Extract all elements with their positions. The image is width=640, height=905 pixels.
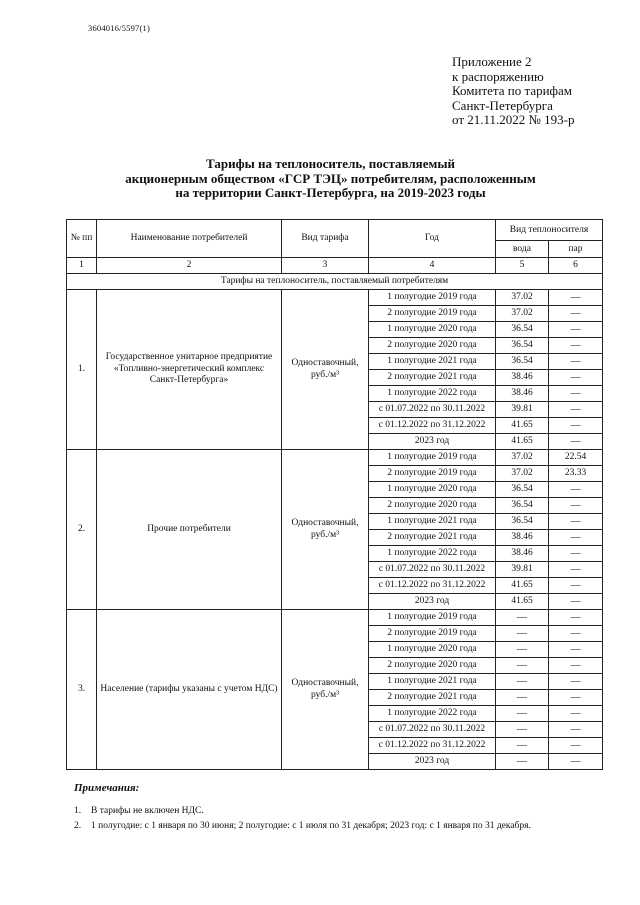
appendix-line: Санкт-Петербурга — [452, 97, 553, 113]
period-cell: с 01.07.2022 по 30.11.2022 — [369, 562, 496, 578]
water-value: 39.81 — [496, 402, 549, 418]
water-value: 36.54 — [496, 514, 549, 530]
period-cell: 2 полугодие 2020 года — [369, 338, 496, 354]
water-value: 41.65 — [496, 434, 549, 450]
steam-value: — — [549, 706, 603, 722]
period-cell: 1 полугодие 2020 года — [369, 322, 496, 338]
water-value: — — [496, 610, 549, 626]
steam-value: — — [549, 530, 603, 546]
water-value: 38.46 — [496, 386, 549, 402]
steam-value: — — [549, 578, 603, 594]
period-cell: 2023 год — [369, 594, 496, 610]
steam-value: 23.33 — [549, 466, 603, 482]
steam-value: — — [549, 338, 603, 354]
note-item — [74, 806, 204, 816]
note-item — [74, 821, 531, 831]
steam-value: — — [549, 626, 603, 642]
period-cell: с 01.12.2022 по 31.12.2022 — [369, 418, 496, 434]
period-cell: 2 полугодие 2019 года — [369, 306, 496, 322]
period-cell: 1 полугодие 2022 года — [369, 386, 496, 402]
period-cell: 1 полугодие 2020 года — [369, 642, 496, 658]
column-number: 1 — [67, 258, 97, 274]
column-number: 2 — [97, 258, 282, 274]
steam-value: — — [549, 594, 603, 610]
period-cell: 2 полугодие 2020 года — [369, 498, 496, 514]
period-cell: 1 полугодие 2021 года — [369, 354, 496, 370]
appendix-line: от 21.11.2022 № 193-р — [452, 112, 575, 127]
period-cell: 1 полугодие 2022 года — [369, 706, 496, 722]
steam-value: — — [549, 498, 603, 514]
header-carrier-type: Вид теплоносителя — [496, 220, 603, 241]
steam-value: — — [549, 722, 603, 738]
water-value: — — [496, 706, 549, 722]
period-cell: 2 полугодие 2021 года — [369, 530, 496, 546]
water-value: 41.65 — [496, 418, 549, 434]
water-value: — — [496, 738, 549, 754]
column-number: 6 — [549, 258, 603, 274]
water-value: — — [496, 626, 549, 642]
water-value: 37.02 — [496, 290, 549, 306]
tariff-type: Одноставочный, руб./м³ — [282, 290, 369, 450]
header-consumer: Наименование потребителей — [97, 220, 282, 258]
period-cell: 2023 год — [369, 434, 496, 450]
period-cell: с 01.12.2022 по 31.12.2022 — [369, 578, 496, 594]
consumer-name: Население (тарифы указаны с учетом НДС) — [97, 610, 282, 770]
header-water: вода — [496, 241, 549, 258]
period-cell: 1 полугодие 2021 года — [369, 514, 496, 530]
period-cell: с 01.07.2022 по 30.11.2022 — [369, 722, 496, 738]
tariff-type: Одноставочный, руб./м³ — [282, 450, 369, 610]
water-value: — — [496, 754, 549, 770]
water-value: 41.65 — [496, 578, 549, 594]
period-cell: 2 полугодие 2019 года — [369, 626, 496, 642]
period-cell: 1 полугодие 2019 года — [369, 450, 496, 466]
steam-value: — — [549, 514, 603, 530]
steam-value: — — [549, 690, 603, 706]
steam-value: — — [549, 562, 603, 578]
title-line: Тарифы на теплоноситель, поставляемый — [206, 156, 455, 171]
table-row — [67, 610, 603, 626]
table-row — [67, 450, 603, 466]
steam-value: — — [549, 546, 603, 562]
steam-value: — — [549, 290, 603, 306]
water-value: — — [496, 690, 549, 706]
group-number: 1. — [67, 290, 97, 450]
steam-value: — — [549, 674, 603, 690]
period-cell: 1 полугодие 2019 года — [369, 290, 496, 306]
period-cell: 2 полугодие 2021 года — [369, 690, 496, 706]
document-number: 3604016/5597(1) — [88, 23, 151, 33]
header-num: № пп — [67, 220, 97, 258]
note-number: 2. — [74, 821, 82, 831]
period-cell: 2023 год — [369, 754, 496, 770]
water-value: 36.54 — [496, 498, 549, 514]
period-cell: 1 полугодие 2021 года — [369, 674, 496, 690]
period-cell: 1 полугодие 2019 года — [369, 610, 496, 626]
steam-value: — — [549, 322, 603, 338]
steam-value: — — [549, 658, 603, 674]
header-steam: пар — [549, 241, 603, 258]
title-line: акционерным обществом «ГСР ТЭЦ» потребителям, расположенным — [125, 170, 536, 186]
note-text: В тарифы не включен НДС. — [91, 806, 204, 816]
group-number: 2. — [67, 450, 97, 610]
title-line: на территории Санкт-Петербурга, на 2019-2023 годы — [175, 185, 486, 201]
water-value: 36.54 — [496, 322, 549, 338]
water-value: — — [496, 642, 549, 658]
group-number: 3. — [67, 610, 97, 770]
steam-value: — — [549, 386, 603, 402]
water-value: 41.65 — [496, 594, 549, 610]
tariff-type: Одноставочный, руб./м³ — [282, 610, 369, 770]
appendix-line: Приложение 2 — [452, 54, 532, 69]
water-value: 39.81 — [496, 562, 549, 578]
water-value: 38.46 — [496, 546, 549, 562]
water-value: 37.02 — [496, 466, 549, 482]
header-tariff-type: Вид тарифа — [282, 220, 369, 258]
water-value: 38.46 — [496, 370, 549, 386]
appendix-line: к распоряжению — [452, 68, 544, 84]
note-number: 1. — [74, 806, 82, 816]
appendix-block — [452, 55, 575, 128]
water-value: — — [496, 722, 549, 738]
steam-value: — — [549, 354, 603, 370]
column-number: 4 — [369, 258, 496, 274]
steam-value: — — [549, 402, 603, 418]
period-cell: с 01.12.2022 по 31.12.2022 — [369, 738, 496, 754]
section-title: Тарифы на теплоноситель, поставляемый потребителям — [67, 274, 603, 290]
steam-value: — — [549, 418, 603, 434]
column-number: 3 — [282, 258, 369, 274]
period-cell: 2 полугодие 2021 года — [369, 370, 496, 386]
water-value: 36.54 — [496, 338, 549, 354]
period-cell: 1 полугодие 2020 года — [369, 482, 496, 498]
tariff-table — [66, 219, 603, 770]
water-value: — — [496, 674, 549, 690]
steam-value: — — [549, 754, 603, 770]
water-value: 37.02 — [496, 306, 549, 322]
steam-value: — — [549, 738, 603, 754]
table-row — [67, 290, 603, 306]
appendix-line: Комитета по тарифам — [452, 83, 572, 98]
note-text: 1 полугодие: с 1 января по 30 июня; 2 полугодие: с 1 июля по 31 декабря; 2023 год: с 1 января по 31 декабря. — [91, 821, 531, 831]
notes-title: Примечания: — [74, 782, 140, 794]
period-cell: 2 полугодие 2019 года — [369, 466, 496, 482]
water-value: 37.02 — [496, 450, 549, 466]
steam-value: — — [549, 306, 603, 322]
consumer-name: Государственное унитарное предприятие «Топливно-энергетический комплекс Санкт-Петербурга» — [97, 290, 282, 450]
period-cell: с 01.07.2022 по 30.11.2022 — [369, 402, 496, 418]
water-value: — — [496, 658, 549, 674]
header-year: Год — [369, 220, 496, 258]
steam-value: 22.54 — [549, 450, 603, 466]
steam-value: — — [549, 434, 603, 450]
period-cell: 2 полугодие 2020 года — [369, 658, 496, 674]
water-value: 38.46 — [496, 530, 549, 546]
steam-value: — — [549, 370, 603, 386]
period-cell: 1 полугодие 2022 года — [369, 546, 496, 562]
water-value: 36.54 — [496, 354, 549, 370]
document-title — [68, 157, 593, 201]
water-value: 36.54 — [496, 482, 549, 498]
column-number: 5 — [496, 258, 549, 274]
steam-value: — — [549, 610, 603, 626]
consumer-name: Прочие потребители — [97, 450, 282, 610]
steam-value: — — [549, 642, 603, 658]
steam-value: — — [549, 482, 603, 498]
